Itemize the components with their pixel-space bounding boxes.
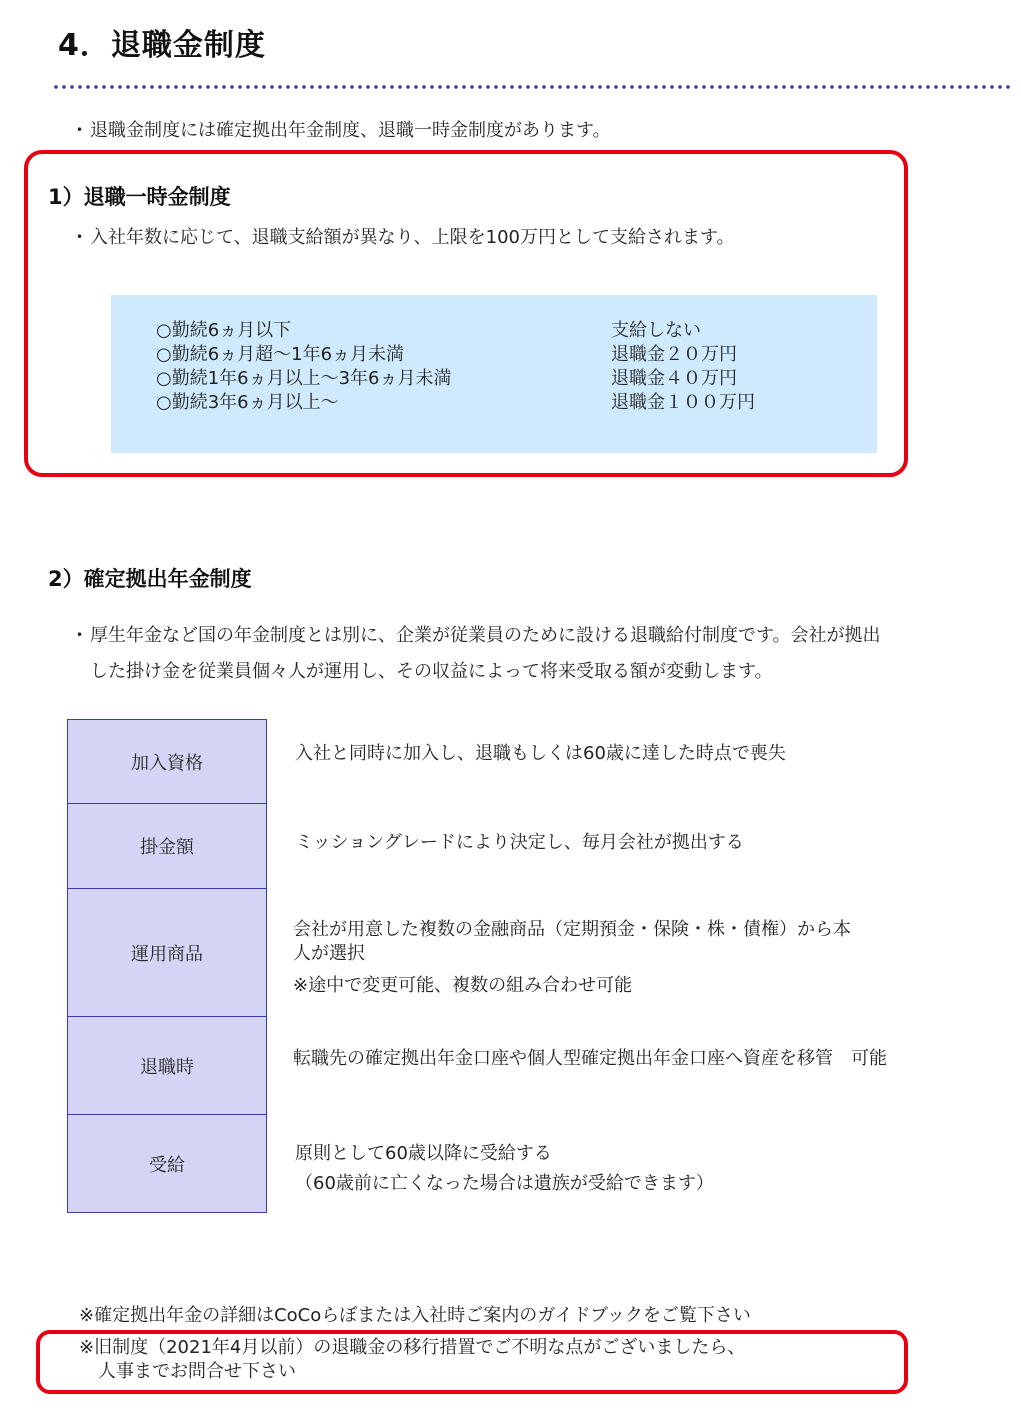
table-label-contribution: 掛金額 [68,804,266,889]
section1-heading: 1）退職一時金制度 [48,185,231,209]
severance-amounts [611,319,755,415]
table-desc-retirement [293,1047,887,1071]
section2-bullet [76,617,881,690]
bullet-icon: • [76,123,84,137]
legacy-note-line2: 人事までお問合せ下さい [98,1361,296,1382]
severance-conditions [156,319,452,415]
section2-heading: 2）確定拠出年金制度 [48,567,252,591]
guide-note: ※確定拠出年金の詳細はCoCoらぼまたは入社時ご案内のガイドブックをご覧下さい [79,1305,751,1326]
desc-line: 転職先の確定拠出年金口座や個人型確定拠出年金口座へ資産を移管 可能 [293,1048,887,1069]
desc-line: ※途中で変更可能、複数の組み合わせ可能 [293,975,633,996]
condition-row: ○勤続6ヵ月超～1年6ヵ月未満 [156,344,405,365]
section1-bullet [76,224,735,251]
table-desc-contribution [295,831,744,855]
table-label-retirement: 退職時 [68,1017,266,1115]
amount-row: 退職金２０万円 [611,344,737,365]
desc-line: 原則として60歳以降に受給する [295,1143,552,1164]
table-label-benefit: 受給 [68,1115,266,1212]
amount-row: 支給しない [611,320,701,341]
desc-line: ミッショングレードにより決定し、毎月会社が拠出する [295,832,744,853]
table-label-eligibility: 加入資格 [68,720,266,804]
amount-row: 退職金４０万円 [611,368,737,389]
section1-bullet-text: 入社年数に応じて、退職支給額が異なり、上限を100万円として支給されます。 [90,227,735,248]
table-label-products: 運用商品 [68,889,266,1017]
table-desc-eligibility [295,742,786,766]
desc-line: 入社と同時に加入し、退職もしくは60歳に達した時点で喪失 [295,743,786,764]
condition-row: ○勤続1年6ヵ月以上～3年6ヵ月未満 [156,368,452,389]
section2-bullet-line1: 厚生年金など国の年金制度とは別に、企業が従業員のために設ける退職給付制度です。会社が拠出 [90,625,881,646]
table-desc-benefit [295,1139,714,1199]
intro-text-content: 退職金制度には確定拠出年金制度、退職一時金制度があります。 [90,120,611,141]
condition-row: ○勤続3年6ヵ月以上～ [156,392,339,413]
condition-row: ○勤続6ヵ月以下 [156,320,292,341]
intro-text [76,117,611,144]
table-desc-products [293,918,851,998]
legacy-note-line1: ※旧制度（2021年4月以前）の退職金の移行措置でご不明な点がございましたら、 [79,1337,746,1358]
dc-pension-table [67,719,267,1213]
amount-row: 退職金１００万円 [611,392,755,413]
desc-line: 人が選択 [293,943,365,964]
legacy-note [79,1336,745,1384]
page-title: 4．退職金制度 [58,28,266,63]
bullet-icon: • [76,628,84,642]
section2-bullet-line2: した掛け金を従業員個々人が運用し、その収益によって将来受取る額が変動します。 [90,661,773,682]
desc-line: （60歳前に亡くなった場合は遺族が受給できます） [295,1173,714,1194]
bullet-icon: • [76,230,84,244]
desc-line: 会社が用意した複数の金融商品（定期預金・保険・株・債権）から本 [293,919,851,940]
dotted-divider [52,84,1010,90]
